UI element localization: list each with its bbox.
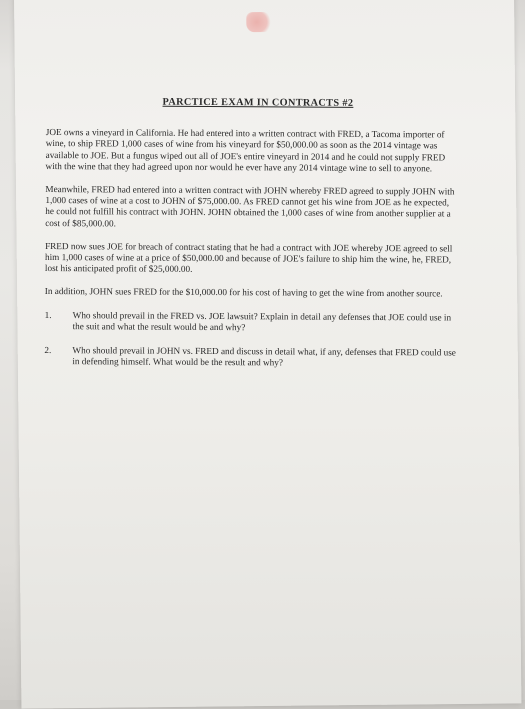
question-text: Who should prevail in JOHN vs. FRED and discuss in detail what, if any, defenses that FRED could use in defending himself. What would be the result and why? — [72, 345, 456, 368]
question-number: 1. — [44, 309, 52, 320]
exam-content — [44, 96, 460, 383]
paragraph-john-sues-fred: In addition, JOHN sues FRED for the $10,000.00 for his cost of having to get the wine from another source. — [44, 286, 443, 299]
question-text: Who should prevail in the FRED vs. JOE lawsuit? Explain in detail any defenses that JOE could use in the suit and what the result would be and why? — [72, 309, 452, 333]
paragraph-joe-vineyard: JOE owns a vineyard in California. He had entered into a written contract with FRED, a Tacoma importer of wine, to ship FRED 1,000 cases of wine from his vineyard for $50,000.00 as soon as the 2014 vintage was available to JOE. But a fungus wiped out all of JOE's entire vineyard in 2014 and he could not supply FRED with the wine that they had agreed upon nor would he ever have any 2014 vintage wine to sell to anyone. — [45, 127, 446, 174]
question-2 — [44, 345, 458, 370]
pink-smudge — [246, 12, 272, 32]
paragraph-fred-john-contract: Meanwhile, FRED had entered into a written contract with JOHN whereby FRED agreed to supply JOHN with 1,000 cases of wine at a cost to JOHN of $75,000.00. As FRED cannot get his wine from JOE as he expected, he could not fulfill his contract with JOHN. JOHN obtained the 1,000 cases of wine from another supplier at a cost of $85,000.00. — [45, 184, 455, 229]
question-1 — [45, 310, 459, 335]
exam-title: PARCTICE EXAM IN CONTRACTS #2 — [162, 96, 354, 109]
paragraph-fred-sues-joe: FRED now sues JOE for breach of contract stating that he had a contract with JOE whereby JOE agreed to sell him 1,000 cases of wine at a price of $50,000.00 and because of JOE's failure to ship him the wine, he, FRED, lost his anticipated profit of $25,000.00. — [44, 240, 453, 275]
question-number: 2. — [44, 345, 52, 356]
